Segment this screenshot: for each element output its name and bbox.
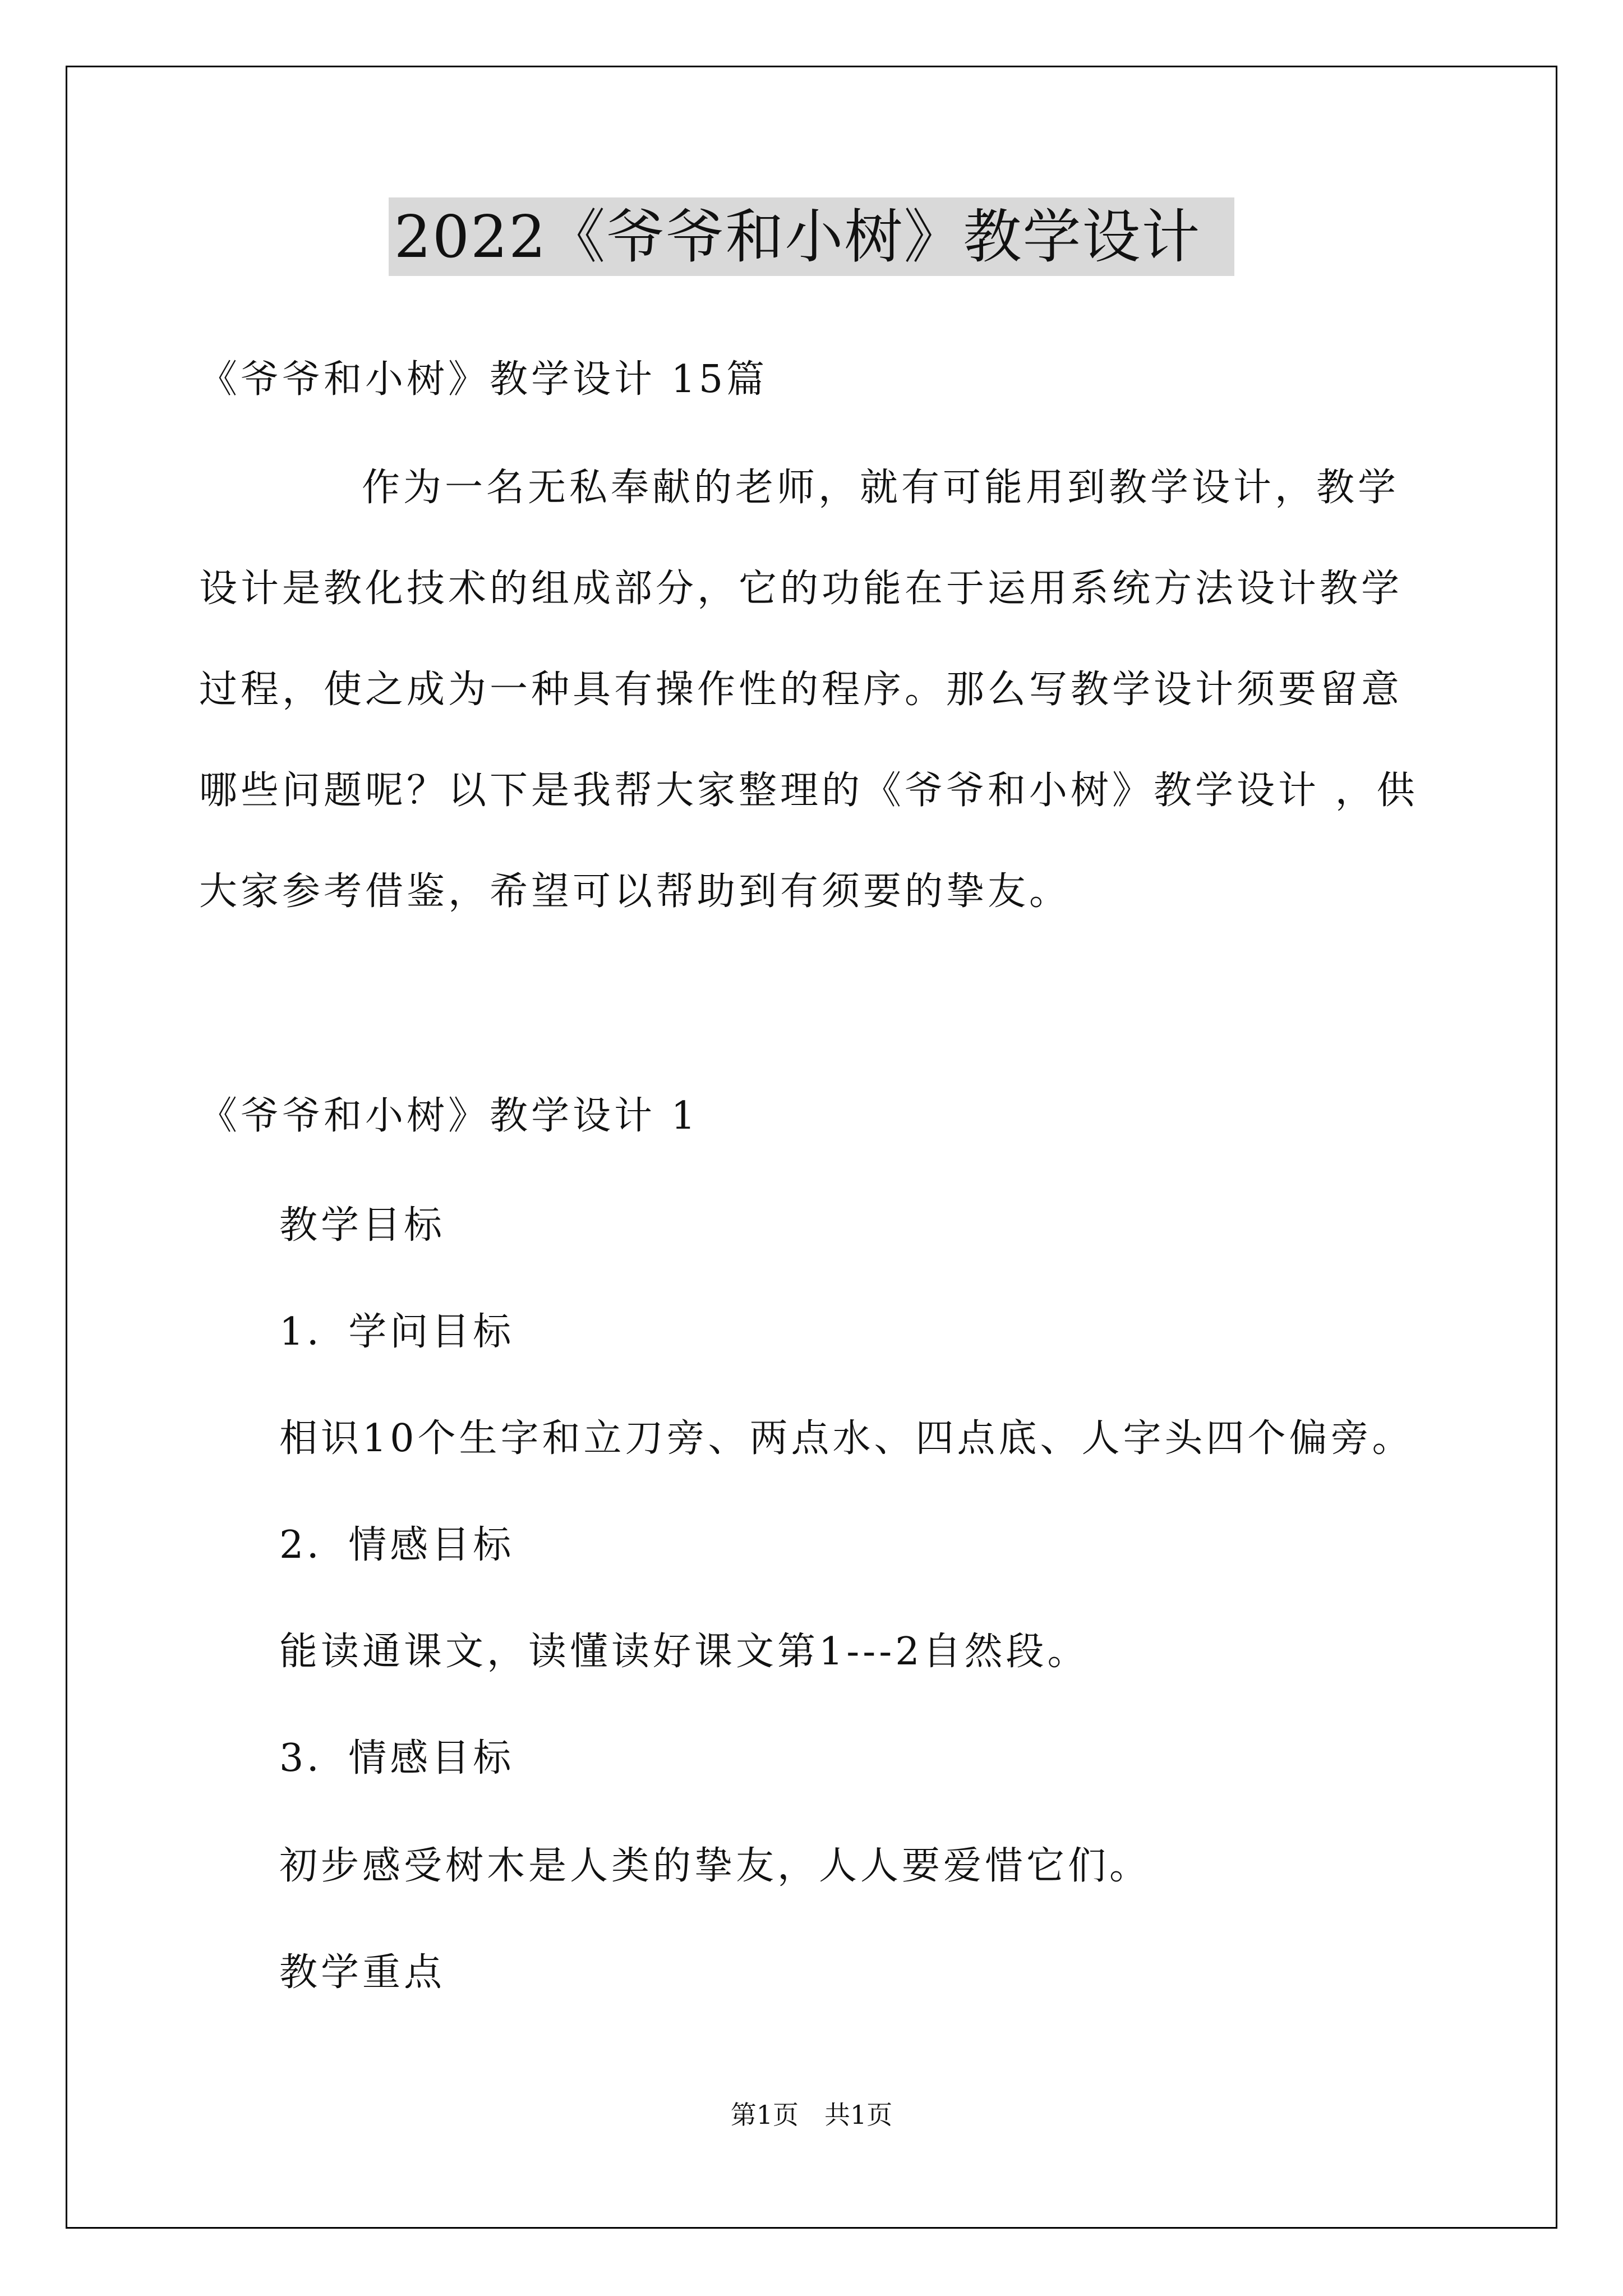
line-knowledge-goal-text: 相识10个生字和立刀旁、两点水、四点底、人字头四个偏旁。 bbox=[279, 1416, 1414, 1461]
line-teaching-goals: 教学目标 bbox=[279, 1203, 446, 1248]
section-heading: 《爷爷和小树》教学设计 1 bbox=[199, 1094, 699, 1138]
intro-text: 作为一名无私奉献的老师，就有可能用到教学设计，教学设计是教化技术的组成部分，它的功能在于运用系统方法设计教学过程，使之成为一种具有操作性的程序。那么写教学设计须要留意哪些问题呢？以下是我帮大家整理的《爷爷和小树》教学设计 ，供大家参考借鉴，希望可以帮助到有须要的挚友。 bbox=[199, 466, 1418, 914]
title-container bbox=[0, 197, 1623, 276]
line-teaching-focus: 教学重点 bbox=[279, 1950, 446, 1995]
intro-paragraph bbox=[199, 438, 1433, 942]
document-title: 2022《爷爷和小树》教学设计 bbox=[389, 197, 1235, 276]
line-emotion-goal-heading-3: 3．情感目标 bbox=[279, 1736, 515, 1780]
line-emotion-goal-heading-2: 2．情感目标 bbox=[279, 1523, 515, 1567]
line-reading-goal-text: 能读通课文，读懂读好课文第1---2自然段。 bbox=[279, 1630, 1089, 1674]
document-subtitle: 《爷爷和小树》教学设计 15篇 bbox=[199, 357, 768, 402]
line-knowledge-goal-heading: 1．学问目标 bbox=[279, 1310, 515, 1354]
line-emotion-goal-text: 初步感受树木是人类的挚友，人人要爱惜它们。 bbox=[279, 1844, 1151, 1888]
page-footer: 第1页 共1页 bbox=[730, 2100, 893, 2130]
